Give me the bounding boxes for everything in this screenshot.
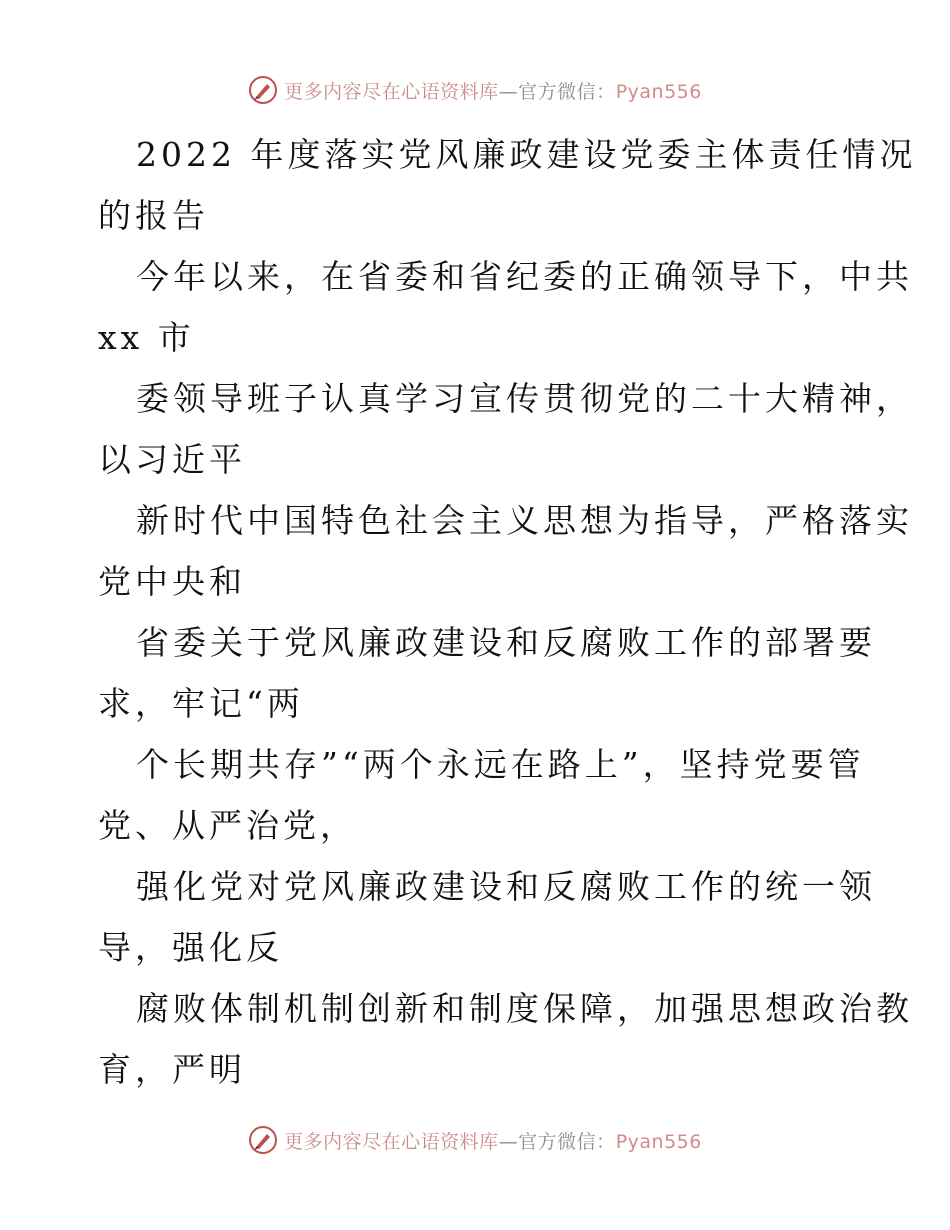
doc-line-6: 以习近平 [98, 440, 246, 479]
doc-line-12: 党、从严治党， [98, 806, 357, 845]
pen-logo-icon [248, 75, 278, 105]
watermark-tail: 官方微信： [518, 80, 616, 103]
watermark-id: Pyan556 [615, 80, 702, 103]
watermark-lead: 更多内容尽在心语资料库 [284, 1130, 499, 1153]
header-watermark [0, 70, 950, 110]
watermark-dash: — [498, 1130, 519, 1153]
doc-line-13: 强化党对党风廉政建设和反腐败工作的统一领 [136, 867, 876, 906]
doc-line-16: 育，严明 [98, 1050, 246, 1089]
pen-logo-icon [248, 1125, 278, 1155]
doc-line-4: xx 市 [98, 318, 195, 357]
doc-line-15: 腐败体制机制创新和制度保障，加强思想政治教 [136, 989, 913, 1028]
doc-line-2: 的报告 [98, 196, 209, 235]
doc-line-5: 委领导班子认真学习宣传贯彻党的二十大精神， [136, 379, 913, 418]
watermark-text [284, 77, 702, 104]
doc-line-11: 个长期共存”“两个永远在路上”，坚持党要管 [136, 745, 865, 784]
watermark-lead: 更多内容尽在心语资料库 [284, 80, 499, 103]
watermark-text [284, 1127, 702, 1154]
watermark-dash: — [498, 80, 519, 103]
doc-line-10: 求，牢记“两 [98, 684, 304, 723]
doc-line-8: 党中央和 [98, 562, 246, 601]
watermark-tail: 官方微信： [518, 1130, 616, 1153]
watermark-id: Pyan556 [615, 1130, 702, 1153]
doc-line-3: 今年以来，在省委和省纪委的正确领导下，中共 [136, 257, 913, 296]
doc-line-1: 2022 年度落实党风廉政建设党委主体责任情况 [136, 135, 917, 174]
doc-line-9: 省委关于党风廉政建设和反腐败工作的部署要 [136, 623, 876, 662]
doc-line-7: 新时代中国特色社会主义思想为指导，严格落实 [136, 501, 913, 540]
doc-line-14: 导，强化反 [98, 928, 283, 967]
footer-watermark [0, 1120, 950, 1160]
document-body [98, 124, 917, 1100]
